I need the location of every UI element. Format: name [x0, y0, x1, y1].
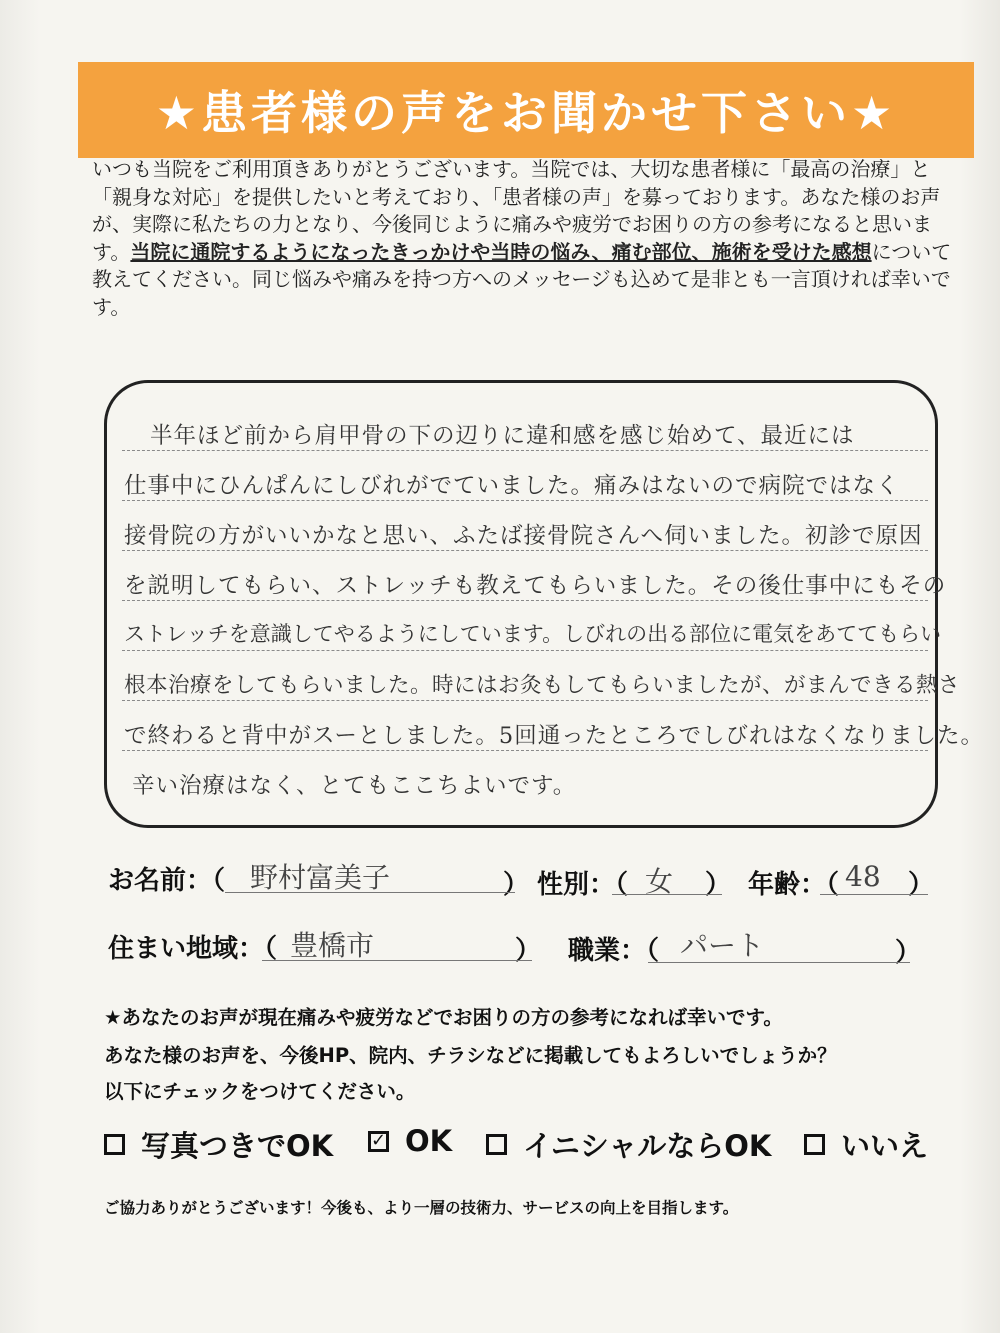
ruled-line [122, 700, 928, 701]
intro-underlined-text: 当院に通院するようになったきっかけや当時の悩み、痛む部位、施術を受けた感想 [130, 239, 872, 264]
option-ok[interactable] [368, 1124, 452, 1158]
option-no-label: いいえ [841, 1129, 929, 1163]
notice-line-2: あなた様のお声を、今後HP、院内、チラシなどに掲載してもよろしいでしょうか？ [104, 1044, 837, 1067]
age-close-paren: ） [908, 870, 935, 900]
job-underline [648, 962, 910, 963]
name-underline [225, 892, 515, 893]
option-initial-ok[interactable] [486, 1124, 771, 1165]
notice-line-1: ★あなたのお声が現在痛みや疲労などでお困りの方の参考になれば幸いです。 [104, 1006, 783, 1029]
testimonial-line: 接骨院の方がいいかなと思い、ふたば接骨院さんへ伺いました。初診で原因 [124, 523, 923, 549]
ruled-line [122, 650, 928, 651]
testimonial-line: を説明してもらい、ストレッチも教えてもらいました。その後仕事中にもその [124, 573, 947, 599]
title-banner [78, 62, 974, 158]
page-title: ★患者様の声をお聞かせ下さい★ [155, 86, 897, 140]
testimonial-line: 半年ほど前から肩甲骨の下の辺りに違和感を感じ始めて、最近には [150, 423, 855, 449]
name-field[interactable]: 野村富美子 [250, 861, 391, 894]
checkbox-ok[interactable] [368, 1131, 389, 1152]
testimonial-line: 根本治療をしてもらいました。時にはお灸もしてもらいましたが、がまんできる熱さ [124, 673, 961, 698]
age-label: 年齢：（ [748, 870, 840, 900]
notice-line-3: 以下にチェックをつけてください。 [104, 1080, 416, 1103]
gender-field[interactable]: 女 [645, 865, 674, 898]
job-field[interactable]: パート [680, 929, 765, 962]
ruled-line [122, 550, 928, 551]
age-underline [820, 894, 928, 895]
testimonial-line: ストレッチを意識してやるようにしています。しびれの出る部位に電気をあててもらい [124, 622, 942, 646]
area-field[interactable]: 豊橋市 [290, 929, 375, 962]
intro-text-2: について教えてください。同じ悩みや痛みを持つ方へのメッセージも込めて是非とも一言頂ければ幸いです。 [92, 239, 952, 319]
intro-text-1: いつも当院をご利用頂きありがとうございます。当院では、大切な患者様に「最高の治療」と「親身な対応」を提供したいと考えており、「患者様の声」を募っております。あなた様のお声が、実際に私たちの力となり、今後同じように痛みや疲労でお困りの方の参考になると思います。 [92, 157, 941, 264]
area-close-paren: ） [515, 936, 542, 966]
option-photo-ok[interactable] [104, 1124, 333, 1165]
name-close-paren: ） [503, 870, 530, 900]
check-mark-icon: ✓ [370, 1130, 387, 1151]
intro-paragraph [92, 156, 962, 321]
testimonial-line: で終わると背中がスーとしました。5回通ったところでしびれはなくなりました。 [124, 723, 984, 749]
ruled-line [122, 750, 928, 751]
gender-label: 性別：（ [537, 870, 629, 900]
ruled-line [122, 600, 928, 601]
gender-close-paren: ） [705, 870, 732, 900]
job-close-paren: ） [895, 938, 922, 968]
option-photo-ok-label: 写真つきでOK [141, 1129, 334, 1163]
testimonial-line: 辛い治療はなく、とてもここちよいです。 [132, 773, 577, 799]
footer-message: ご協力ありがとうございます！今後も、より一層の技術力、サービスの向上を目指します。 [104, 1199, 739, 1217]
ruled-line [122, 450, 928, 451]
name-label: お名前：（ [108, 866, 226, 896]
age-field[interactable]: 48 [845, 860, 881, 893]
checkbox-no[interactable] [804, 1134, 825, 1155]
job-label: 職業：（ [568, 936, 660, 966]
area-underline [262, 960, 532, 961]
gender-underline [612, 894, 722, 895]
option-ok-label: OK [405, 1124, 453, 1158]
testimonial-line: 仕事中にひんぱんにしびれがでていました。痛みはないので病院ではなく [124, 473, 900, 499]
checkbox-photo-ok[interactable] [104, 1134, 125, 1155]
ruled-line [122, 500, 928, 501]
option-initial-ok-label: イニシャルならOK [523, 1129, 772, 1163]
area-label: 住まい地域：（ [108, 934, 278, 964]
option-no[interactable] [804, 1124, 928, 1165]
checkbox-initial-ok[interactable] [486, 1134, 507, 1155]
